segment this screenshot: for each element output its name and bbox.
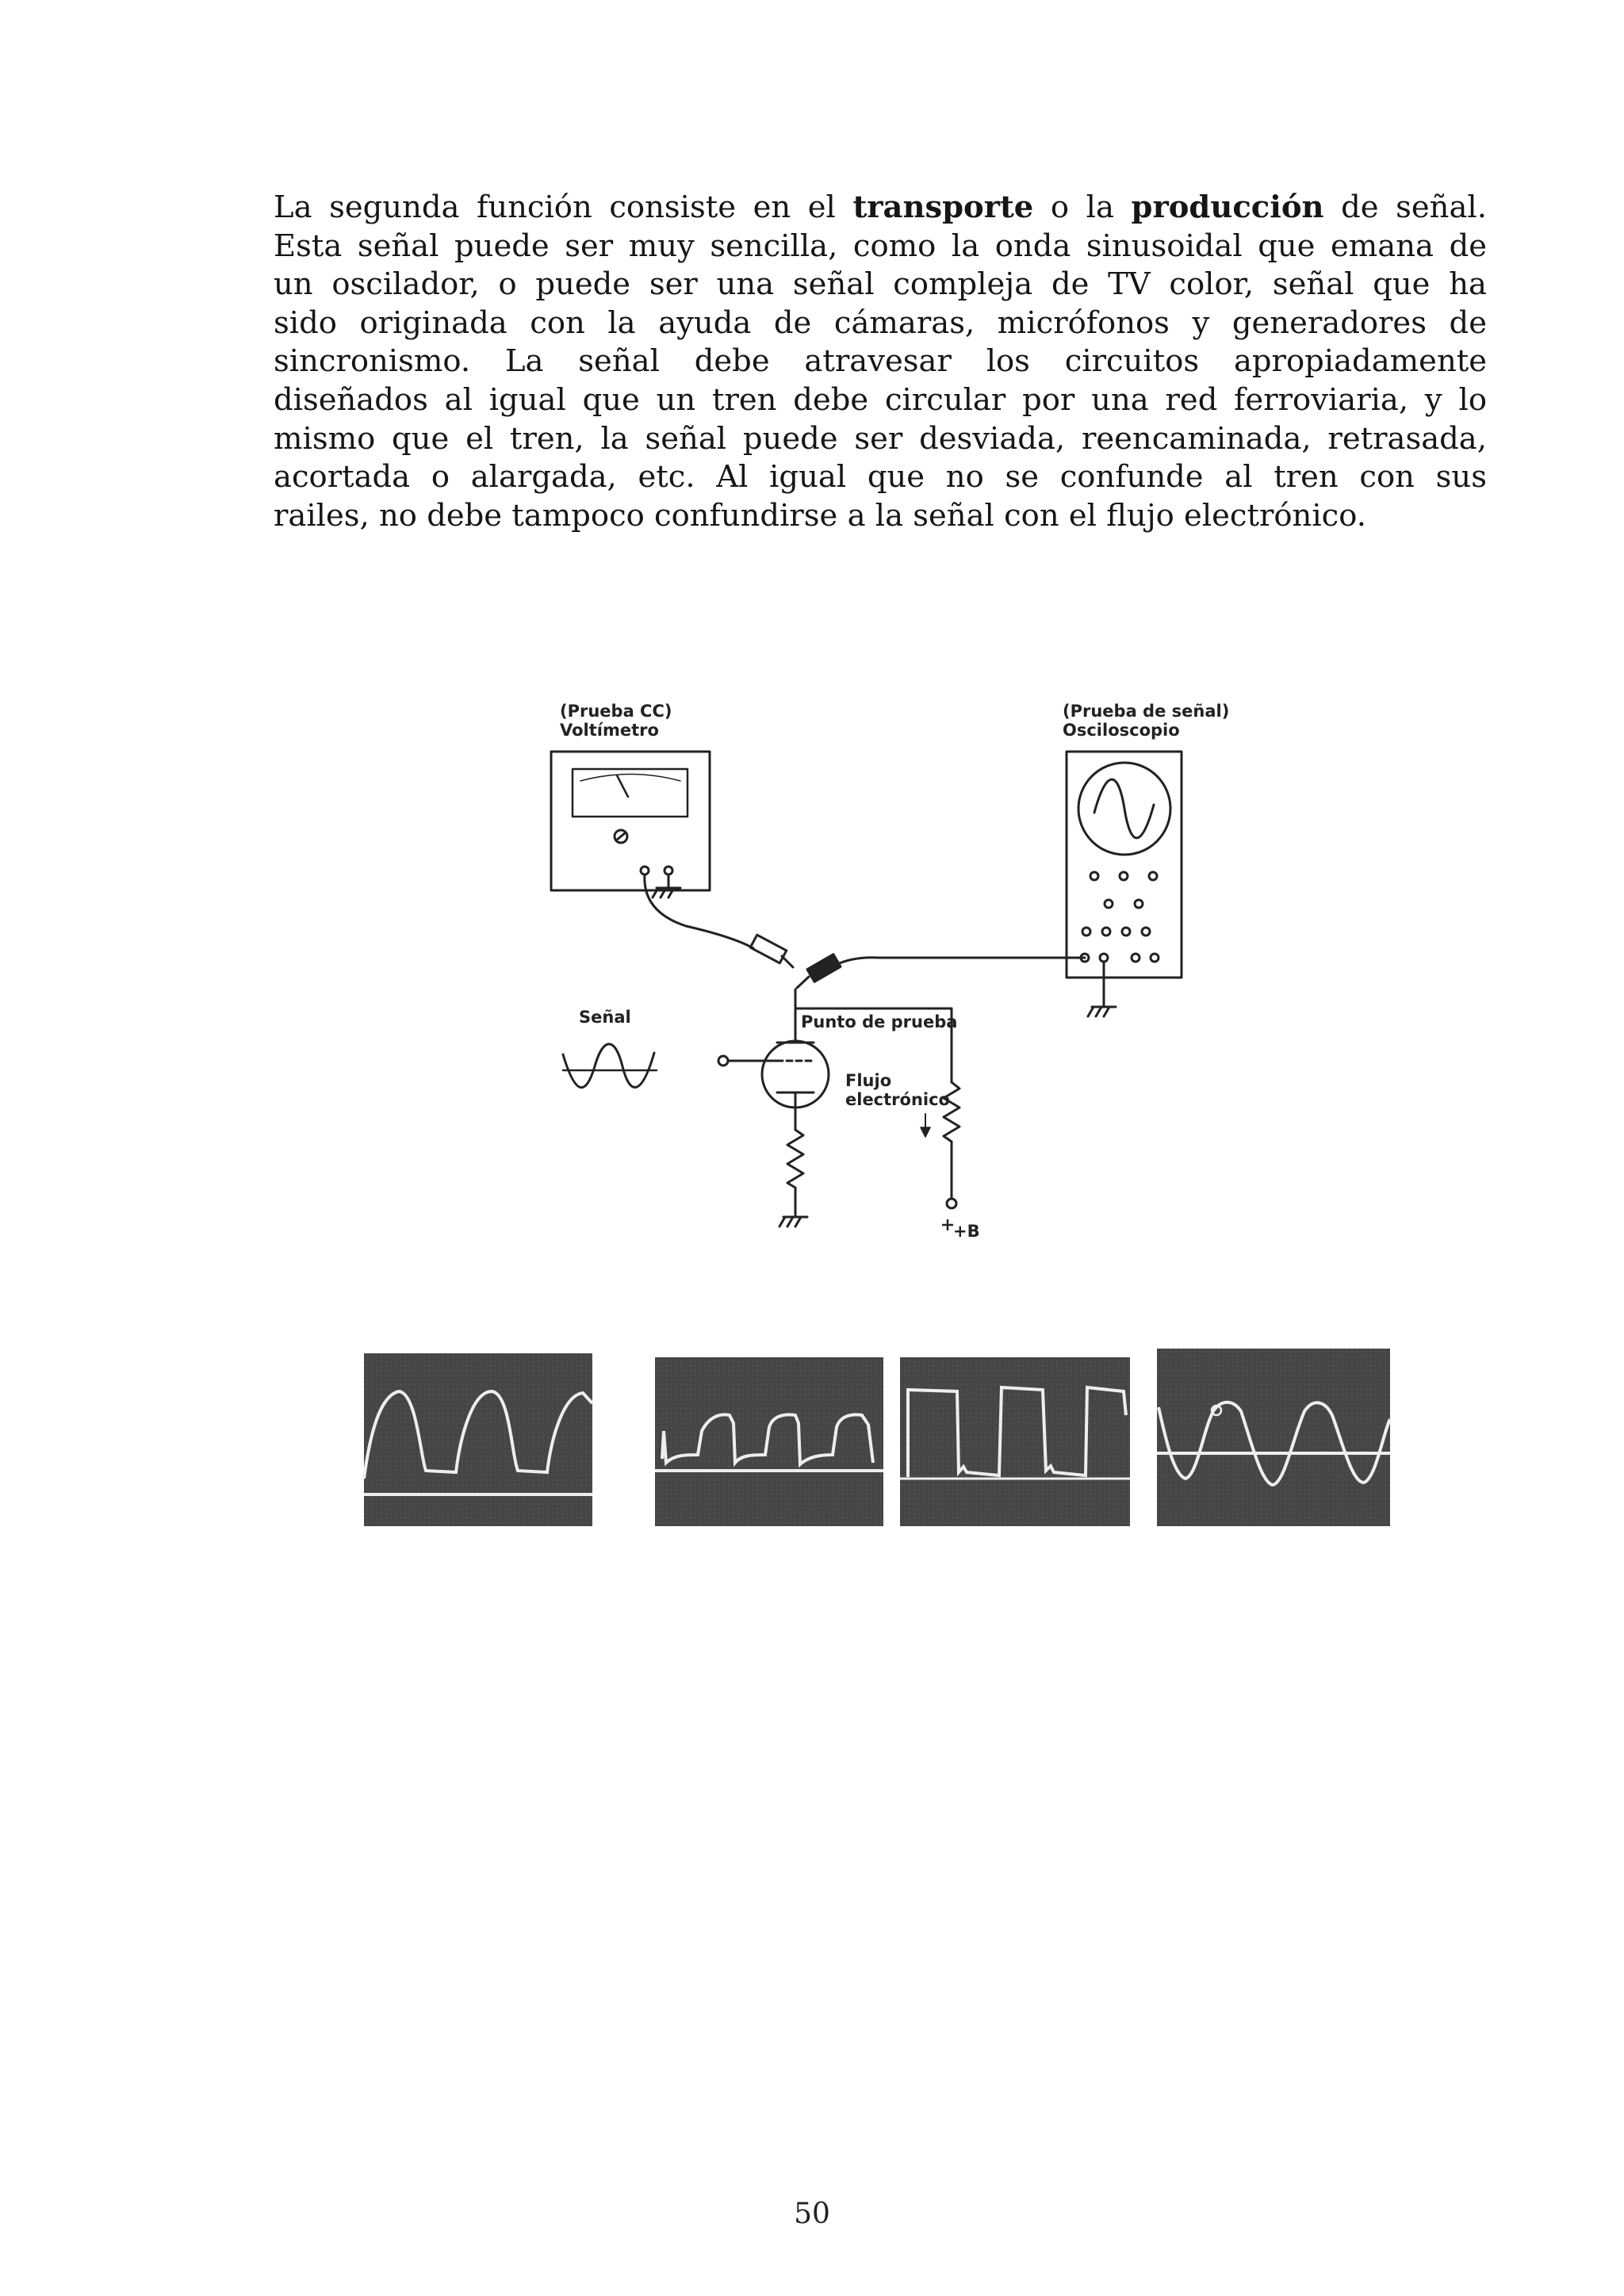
scope-label: Osciloscopio [1063, 721, 1180, 740]
circuit-diagram [539, 674, 1237, 1276]
oscilloscope [1067, 752, 1182, 978]
scope-trace-4 [1157, 1349, 1390, 1526]
voltmeter [551, 752, 710, 890]
paragraph-line: sido originada con la ayuda de cámaras, micrófonos y generadores de [274, 304, 1487, 341]
paragraph-line: sincronismo. La señal debe atravesar los circuitos apropiadamente [274, 343, 1487, 380]
paragraph-line: diseñados al igual que un tren debe circular por una red ferroviaria, y lo [274, 381, 1487, 418]
voltmeter-label-probe: (Prueba CC) [560, 702, 672, 721]
electron-flow-label-1: Flujo [845, 1071, 892, 1090]
paragraph-line: railes, no debe tampoco confundirse a la señal con el flujo electrónico. [274, 497, 1366, 534]
scope-trace-2 [655, 1357, 883, 1526]
paragraph-line: mismo que el tren, la señal puede ser desviada, reencaminada, retrasada, [274, 420, 1487, 457]
test-point-label: Punto de prueba [801, 1012, 958, 1031]
body-paragraph [274, 189, 1487, 535]
bold-term-produccion: producción [1131, 189, 1324, 225]
voltmeter-label: Voltímetro [560, 721, 659, 740]
signal-label: Señal [579, 1008, 631, 1027]
signal-wave-icon [563, 1044, 657, 1088]
oscilloscope-traces [361, 1336, 1392, 1526]
paragraph-line: acortada o alargada, etc. Al igual que no se confunde al tren con sus [274, 459, 1487, 496]
paragraph-line: un oscilador, o puede ser una señal compleja de TV color, señal que ha [274, 266, 1487, 303]
scope-label-probe: (Prueba de señal) [1063, 702, 1230, 721]
page-number: 50 [794, 2198, 830, 2230]
scope-trace-3 [900, 1357, 1130, 1526]
paragraph-line: Esta señal puede ser muy sencilla, como la onda sinusoidal que emana de [274, 228, 1487, 264]
bold-term-transporte: transporte [852, 189, 1034, 225]
paragraph-line: La segunda función consiste en el transporte o la producción de señal. [274, 189, 1487, 225]
scope-trace-1 [364, 1353, 592, 1526]
electron-flow-label-2: electrónico [845, 1090, 950, 1109]
supply-label: +B [953, 1222, 980, 1241]
